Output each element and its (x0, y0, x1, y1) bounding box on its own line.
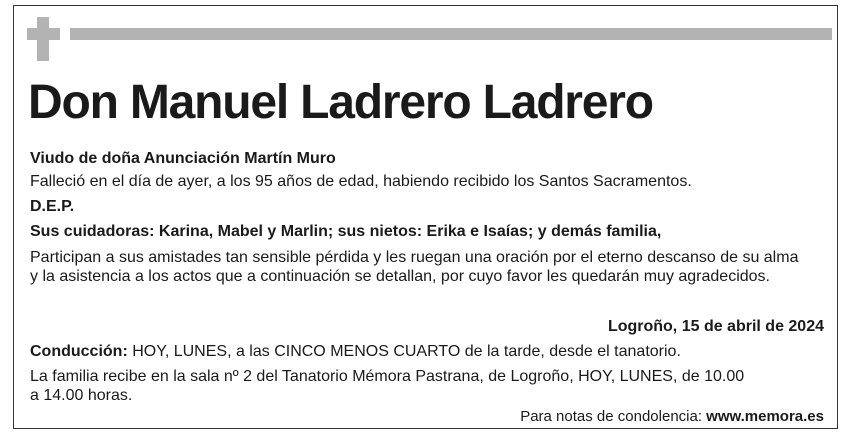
place-date: Logroño, 15 de abril de 2024 (607, 318, 824, 335)
condolence-link[interactable]: www.memora.es (706, 408, 824, 425)
reception-line-2: a 14.00 horas. (30, 387, 133, 404)
widower-line: Viudo de doña Anunciación Martín Muro (30, 150, 336, 167)
participation-line-2: y la asistencia a los actos que a continuación se detallan, por cuyo favor les quedarán muy agradecidos. (30, 268, 770, 285)
cross-icon-bar (27, 28, 60, 40)
reception-line-1: La familia recibe en la sala nº 2 del Tanatorio Mémora Pastrana, de Logroño, HOY, LUNES, de 10.00 (30, 368, 745, 385)
deceased-name: Don Manuel Ladrero Ladrero (28, 76, 653, 129)
obituary-frame (13, 5, 838, 429)
family-line: Sus cuidadoras: Karina, Mabel y Marlin; sus nietos: Erika e Isaías; y demás familia, (30, 223, 662, 240)
dep-line: D.E.P. (30, 198, 75, 215)
conduction-line (30, 342, 681, 362)
participation-line-1: Participan a sus amistades tan sensible pérdida y les ruegan una oración por el eterno descanso de su alma (30, 249, 799, 266)
conduction-text: HOY, LUNES, a las CINCO MENOS CUARTO de la tarde, desde el tanatorio. (127, 343, 681, 360)
condolence-line (520, 407, 824, 427)
conduction-label: Conducción: (30, 343, 128, 360)
death-line: Falleció en el día de ayer, a los 95 años de edad, habiendo recibido los Santos Sacramentos. (30, 173, 692, 190)
header-rule (70, 28, 832, 40)
condolence-label: Para notas de condolencia: (520, 408, 707, 425)
